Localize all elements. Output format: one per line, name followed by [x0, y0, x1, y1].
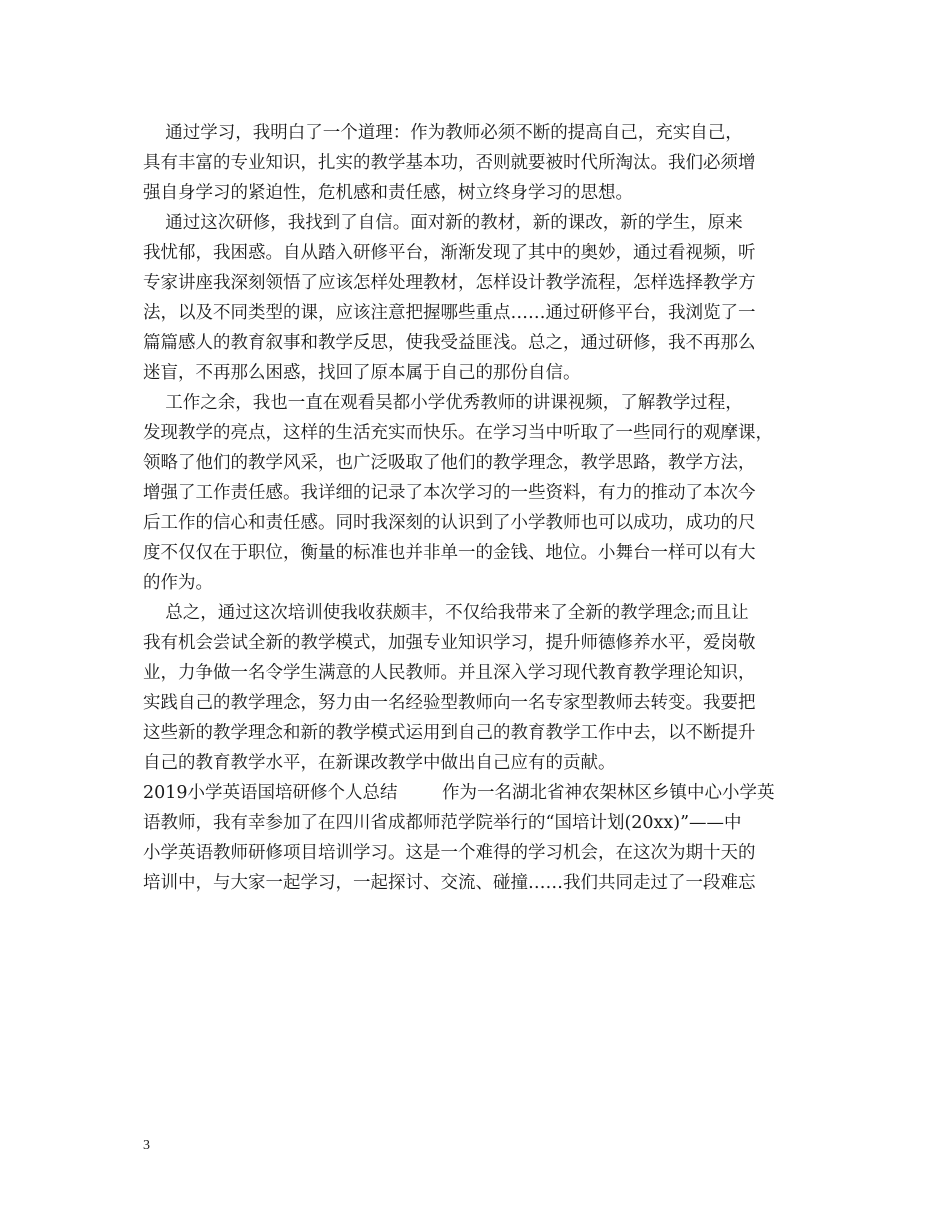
text-line: 后工作的信心和责任感。同时我深刻的认识到了小学教师也可以成功，成功的尺 [143, 513, 756, 533]
text-line: 总之，通过这次培训使我收获颇丰，不仅给我带来了全新的教学理念;而且让 [143, 603, 749, 623]
page-number: 3 [143, 1138, 150, 1153]
text-line: 通过学习，我明白了一个道理：作为教师必须不断的提高自己，充实自己， [143, 123, 743, 143]
text-line: 小学英语教师研修项目培训学习。这是一个难得的学习机会，在这次为期十天的 [143, 843, 756, 863]
text-line: 发现教学的亮点，这样的生活充实而快乐。在学习当中听取了一些同行的观摩课， [143, 423, 773, 443]
text-line: 业，力争做一名令学生满意的人民教师。并且深入学习现代教育教学理论知识， [143, 663, 756, 683]
text-line: 通过这次研修，我找到了自信。面对新的教材，新的课改，新的学生，原来 [143, 213, 743, 233]
text-line: 2019小学英语国培研修个人总结 作为一名湖北省神农架林区乡镇中心小学英 [143, 783, 775, 803]
text-line: 增强了工作责任感。我详细的记录了本次学习的一些资料，有力的推动了本次今 [143, 483, 756, 503]
text-line: 专家讲座我深刻领悟了应该怎样处理教材，怎样设计教学流程，怎样选择教学方 [143, 273, 756, 293]
text-line: 培训中，与大家一起学习，一起探讨、交流、碰撞……我们共同走过了一段难忘 [143, 873, 756, 893]
text-line: 的作为。 [143, 573, 213, 593]
text-line: 语教师，我有幸参加了在四川省成都师范学院举行的“国培计划(20xx)”——中 [143, 813, 742, 833]
text-line: 法，以及不同类型的课，应该注意把握哪些重点……通过研修平台，我浏览了一 [143, 303, 756, 323]
text-line: 领略了他们的教学风采，也广泛吸取了他们的教学理念，教学思路，教学方法， [143, 453, 756, 473]
text-line: 这些新的教学理念和新的教学模式运用到自己的教育教学工作中去，以不断提升 [143, 723, 756, 743]
text-line: 度不仅仅在于职位，衡量的标准也并非单一的金钱、地位。小舞台一样可以有大 [143, 543, 756, 563]
text-line: 迷盲，不再那么困惑，找回了原本属于自己的那份自信。 [143, 363, 581, 383]
text-line: 强自身学习的紧迫性，危机感和责任感，树立终身学习的思想。 [143, 183, 633, 203]
text-line: 自己的教育教学水平，在新课改教学中做出自己应有的贡献。 [143, 753, 616, 773]
text-line: 篇篇感人的教育叙事和教学反思，使我受益匪浅。总之，通过研修，我不再那么 [143, 333, 756, 353]
text-line: 我忧郁，我困惑。自从踏入研修平台，渐渐发现了其中的奥妙，通过看视频，听 [143, 243, 756, 263]
document-body [143, 118, 805, 898]
text-line: 我有机会尝试全新的教学模式，加强专业知识学习，提升师德修养水平，爱岗敬 [143, 633, 756, 653]
text-line: 工作之余，我也一直在观看吴都小学优秀教师的讲课视频，了解教学过程， [143, 393, 743, 413]
text-line: 实践自己的教学理念，努力由一名经验型教师向一名专家型教师去转变。我要把 [143, 693, 756, 713]
text-line: 具有丰富的专业知识，扎实的教学基本功，否则就要被时代所淘汰。我们必须增 [143, 153, 756, 173]
